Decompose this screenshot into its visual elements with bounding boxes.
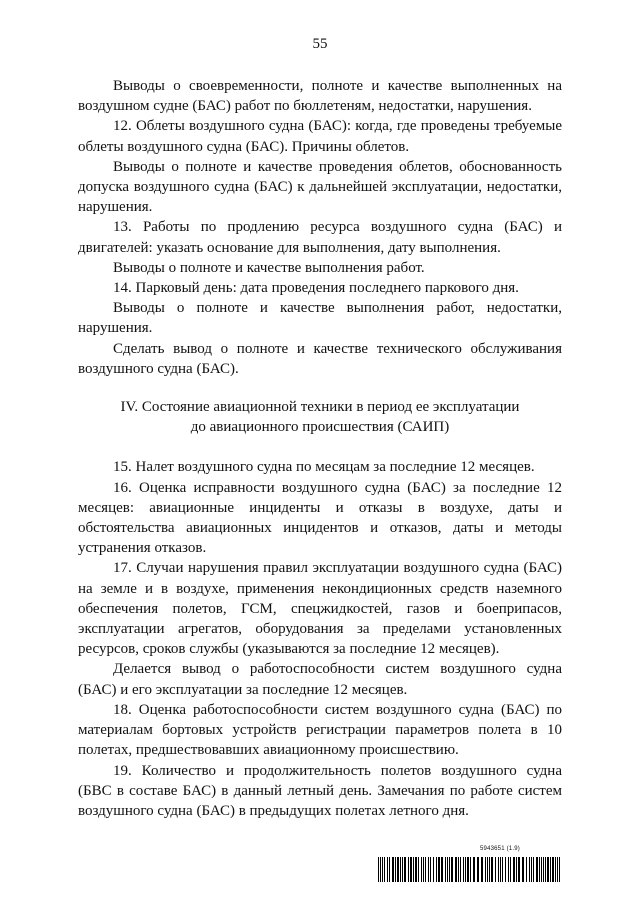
section-heading-line: до авиационного происшествия (САИП)	[190, 419, 450, 436]
paragraph: Сделать вывод о полноте и качестве технического обслуживания воздушного судна (БАС).	[78, 340, 562, 377]
paragraph: 17. Случаи нарушения правил эксплуатации воздушного судна (БАС) на земле и в воздухе, применения некондиционных средств наземного обеспечения полетов, ГСМ, спецжидкостей, газов и боеприпасов, эксплуатации агрегатов, оборудования за пределами установленных ресурсов, сроков службы (указываются за последние 12 месяцев).	[78, 560, 562, 658]
document-code: 5943651 (1.9)	[480, 846, 520, 852]
section-heading	[78, 397, 562, 437]
paragraph: 18. Оценка работоспособности систем воздушного судна (БАС) по материалам бортовых устройств регистрации параметров полета в 10 полетах, предшествовавших авиационному происшествию.	[78, 701, 562, 759]
paragraph: 12. Облеты воздушного судна (БАС): когда, где проведены требуемые облеты воздушного судна (БАС). Причины облетов.	[78, 118, 562, 155]
paragraph: Выводы о полноте и качестве выполнения работ.	[113, 259, 425, 276]
paragraph: 15. Налет воздушного судна по месяцам за последние 12 месяцев.	[113, 459, 535, 476]
paragraph: Выводы о своевременности, полноте и качестве выполненных на воздушном судне (БАС) работ по бюллетеням, недостатки, нарушения.	[78, 78, 562, 115]
section-heading-line: IV. Состояние авиационной техники в период ее эксплуатации	[120, 399, 520, 416]
paragraph: Выводы о полноте и качестве проведения облетов, обоснованность допуска воздушного судна (БАС) к дальнейшей эксплуатации, недостатки, нарушения.	[78, 158, 562, 216]
paragraph: 19. Количество и продолжительность полетов воздушного судна (БВС в составе БАС) в данный летный день. Замечания по работе систем воздушного судна (БАС) в предыдущих полетах летного дня.	[78, 762, 562, 819]
paragraph: 14. Парковый день: дата проведения последнего паркового дня.	[113, 280, 519, 297]
barcode-image	[378, 857, 562, 882]
paragraph: 16. Оценка исправности воздушного судна (БАС) за последние 12 месяцев: авиационные инциденты и отказы в воздухе, даты и обстоятельства авиационных инцидентов и отказов, даты и методы устранения отказов.	[78, 479, 562, 557]
paragraph: Делается вывод о работоспособности систем воздушного судна (БАС) и его эксплуатации за последние 12 месяцев.	[78, 661, 562, 698]
page-number: 55	[312, 36, 328, 52]
document-body	[78, 76, 562, 821]
paragraph: Выводы о полноте и качестве выполнения работ, недостатки, нарушения.	[78, 300, 562, 337]
paragraph: 13. Работы по продлению ресурса воздушного судна (БАС) и двигателей: указать основание для выполнения, дату выполнения.	[78, 219, 562, 256]
